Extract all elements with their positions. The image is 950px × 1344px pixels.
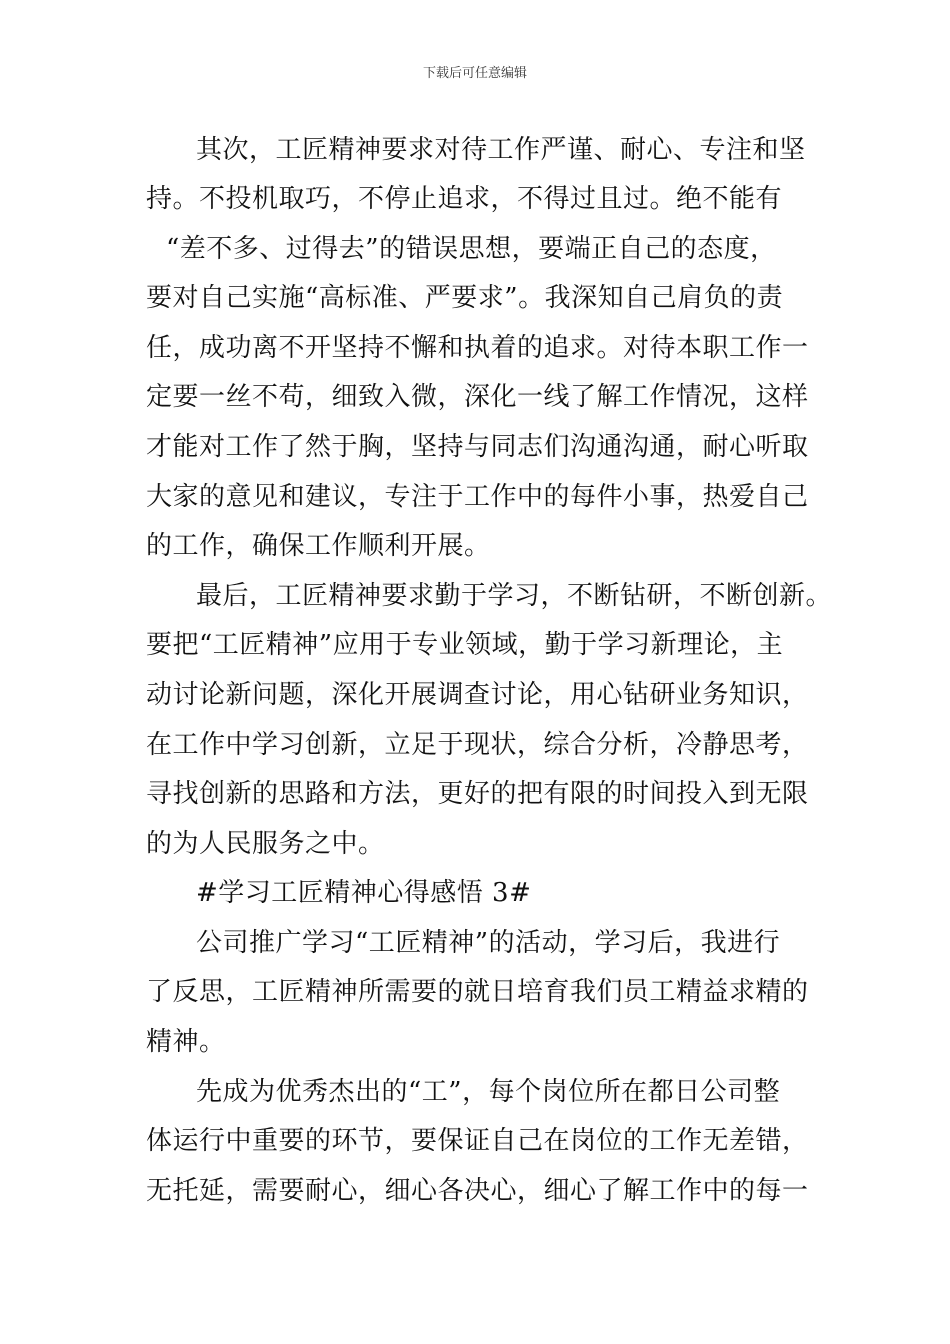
section-heading: #学习工匠精神心得感悟 3# [196,878,532,908]
text-line: 最后，工匠精神要求勤于学习，不断钻研，不断创新。 [196,581,833,611]
text-line: 动讨论新问题，深化开展调查讨论，用心钻研业务知识， [146,680,809,710]
text-line: 任，成功离不开坚持不懈和执着的追求。对待本职工作一 [146,333,809,363]
text-line: 在工作中学习创新，立足于现状，综合分析，冷静思考， [146,730,809,760]
text-line: 才能对工作了然于胸，坚持与同志们沟通沟通，耐心听取 [146,432,809,462]
text-line: “差不多、过得去”的错误思想，要端正自己的态度， [166,234,777,264]
text-line: 要对自己实施“高标准、严要求”。我深知自己肩负的责 [146,283,784,313]
text-line: 持。不投机取巧，不停止追求，不得过且过。绝不能有 [146,184,783,214]
text-line: 先成为优秀杰出的“工”，每个岗位所在都日公司整 [196,1077,781,1107]
text-line: 体运行中重要的环节，要保证自己在岗位的工作无差错， [146,1126,809,1156]
text-line: 要把“工匠精神”应用于专业领域，勤于学习新理论，主 [146,630,784,660]
text-line: 其次，工匠精神要求对待工作严谨、耐心、专注和坚 [196,135,806,165]
text-line: 的工作，确保工作顺利开展。 [146,531,491,561]
page-header-note: 下载后可任意编辑 [422,66,527,81]
text-line: 寻找创新的思路和方法，更好的把有限的时间投入到无限 [146,779,809,809]
text-line: 精神。 [146,1027,226,1057]
text-line: 定要一丝不苟，细致入微，深化一线了解工作情况，这样 [146,382,809,412]
text-line: 了反思，工匠精神所需要的就日培育我们员工精益求精的 [146,977,809,1007]
text-line: 大家的意见和建议，专注于工作中的每件小事，热爱自己 [146,482,809,512]
text-line: 公司推广学习“工匠精神”的活动，学习后，我进行 [196,928,781,958]
text-line: 的为人民服务之中。 [146,829,385,859]
text-line: 无托延，需要耐心，细心各决心，细心了解工作中的每一 [146,1176,809,1206]
